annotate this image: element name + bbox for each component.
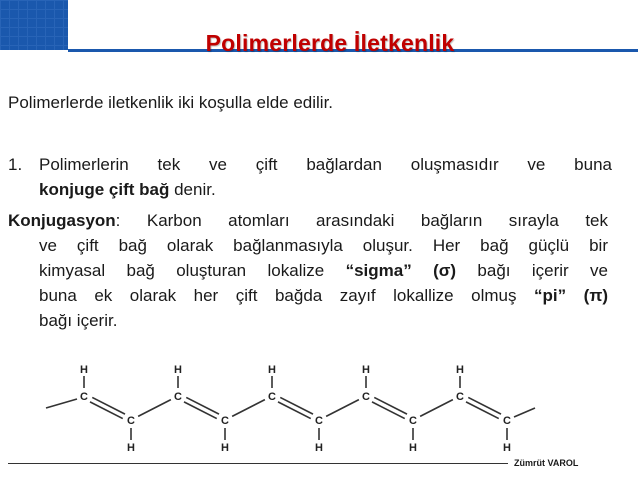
item1-line1: Polimerlerin tek ve çift bağlardan oluşmasıdır ve buna xyxy=(39,155,612,174)
carbon-atom-label: C xyxy=(503,415,511,427)
list-number: 1. xyxy=(8,155,23,174)
hydrogen-atom-label: H xyxy=(503,442,511,453)
konjuge-term: konjuge çift bağ xyxy=(39,180,170,199)
hydrogen-atom-label: H xyxy=(409,442,417,453)
sigma-term: “sigma” (σ) xyxy=(345,261,457,280)
slide-title: Polimerlerde İletkenlik xyxy=(205,30,455,56)
hydrogen-atom-label: H xyxy=(268,364,276,376)
footer-rule xyxy=(8,463,508,464)
hydrogen-atom-label: H xyxy=(362,364,370,376)
author-footer: Zümrüt VAROL xyxy=(514,458,579,468)
carbon-atom-label: C xyxy=(221,415,229,427)
carbon-atom-label: C xyxy=(268,391,276,403)
conj-line-3-end: bağı içerir ve xyxy=(477,261,608,280)
corner-grid-decoration xyxy=(0,0,68,50)
list-item-1 xyxy=(8,152,612,202)
hydrogen-atom-label: H xyxy=(315,442,323,453)
pi-term: “pi” (π) xyxy=(534,286,608,305)
conjugation-term: Konjugasyon xyxy=(8,211,116,230)
conj-line-3-text: kimyasal bağ oluşturan lokalize xyxy=(39,261,325,280)
conj-line-3 xyxy=(8,258,608,283)
conj-line-4-text: buna ek olarak her çift bağda zayıf lokallize olmuş xyxy=(39,286,517,305)
hydrogen-atom-label: H xyxy=(174,364,182,376)
item1-line2 xyxy=(39,180,216,199)
carbon-atom-label: C xyxy=(127,415,135,427)
carbon-atom-label: C xyxy=(80,391,88,403)
chain-end-bond xyxy=(514,408,535,417)
single-bond-line xyxy=(138,400,171,417)
carbon-atom-label: C xyxy=(174,391,182,403)
carbon-atom-label: C xyxy=(315,415,323,427)
chain-end-bond xyxy=(46,399,77,408)
conj-line-4 xyxy=(8,283,608,308)
hydrogen-atom-label: H xyxy=(127,442,135,453)
hydrogen-atom-label: H xyxy=(221,442,229,453)
carbon-atom-label: C xyxy=(409,415,417,427)
single-bond-line xyxy=(326,400,359,417)
single-bond-line xyxy=(232,400,265,417)
hydrogen-atom-label: H xyxy=(456,364,464,376)
hydrogen-atom-label: H xyxy=(80,364,88,376)
conj-line-2: ve çift bağ olarak bağlanmasıyla oluşur. Her bağ güçlü bir xyxy=(39,236,608,255)
conj-line-5: bağı içerir. xyxy=(39,311,118,330)
carbon-atom-label: C xyxy=(362,391,370,403)
single-bond-line xyxy=(420,400,453,417)
item1-text-end: denir. xyxy=(174,180,216,199)
intro-text: Polimerlerde iletkenlik iki koşulla elde edilir. xyxy=(8,93,334,112)
carbon-atom-label: C xyxy=(456,391,464,403)
conjugation-definition xyxy=(8,208,608,333)
conj-line-1-text: : Karbon atomları arasındaki bağların sırayla tek xyxy=(115,211,608,230)
polyacetylene-diagram xyxy=(42,358,582,453)
conj-line-1 xyxy=(8,208,608,233)
